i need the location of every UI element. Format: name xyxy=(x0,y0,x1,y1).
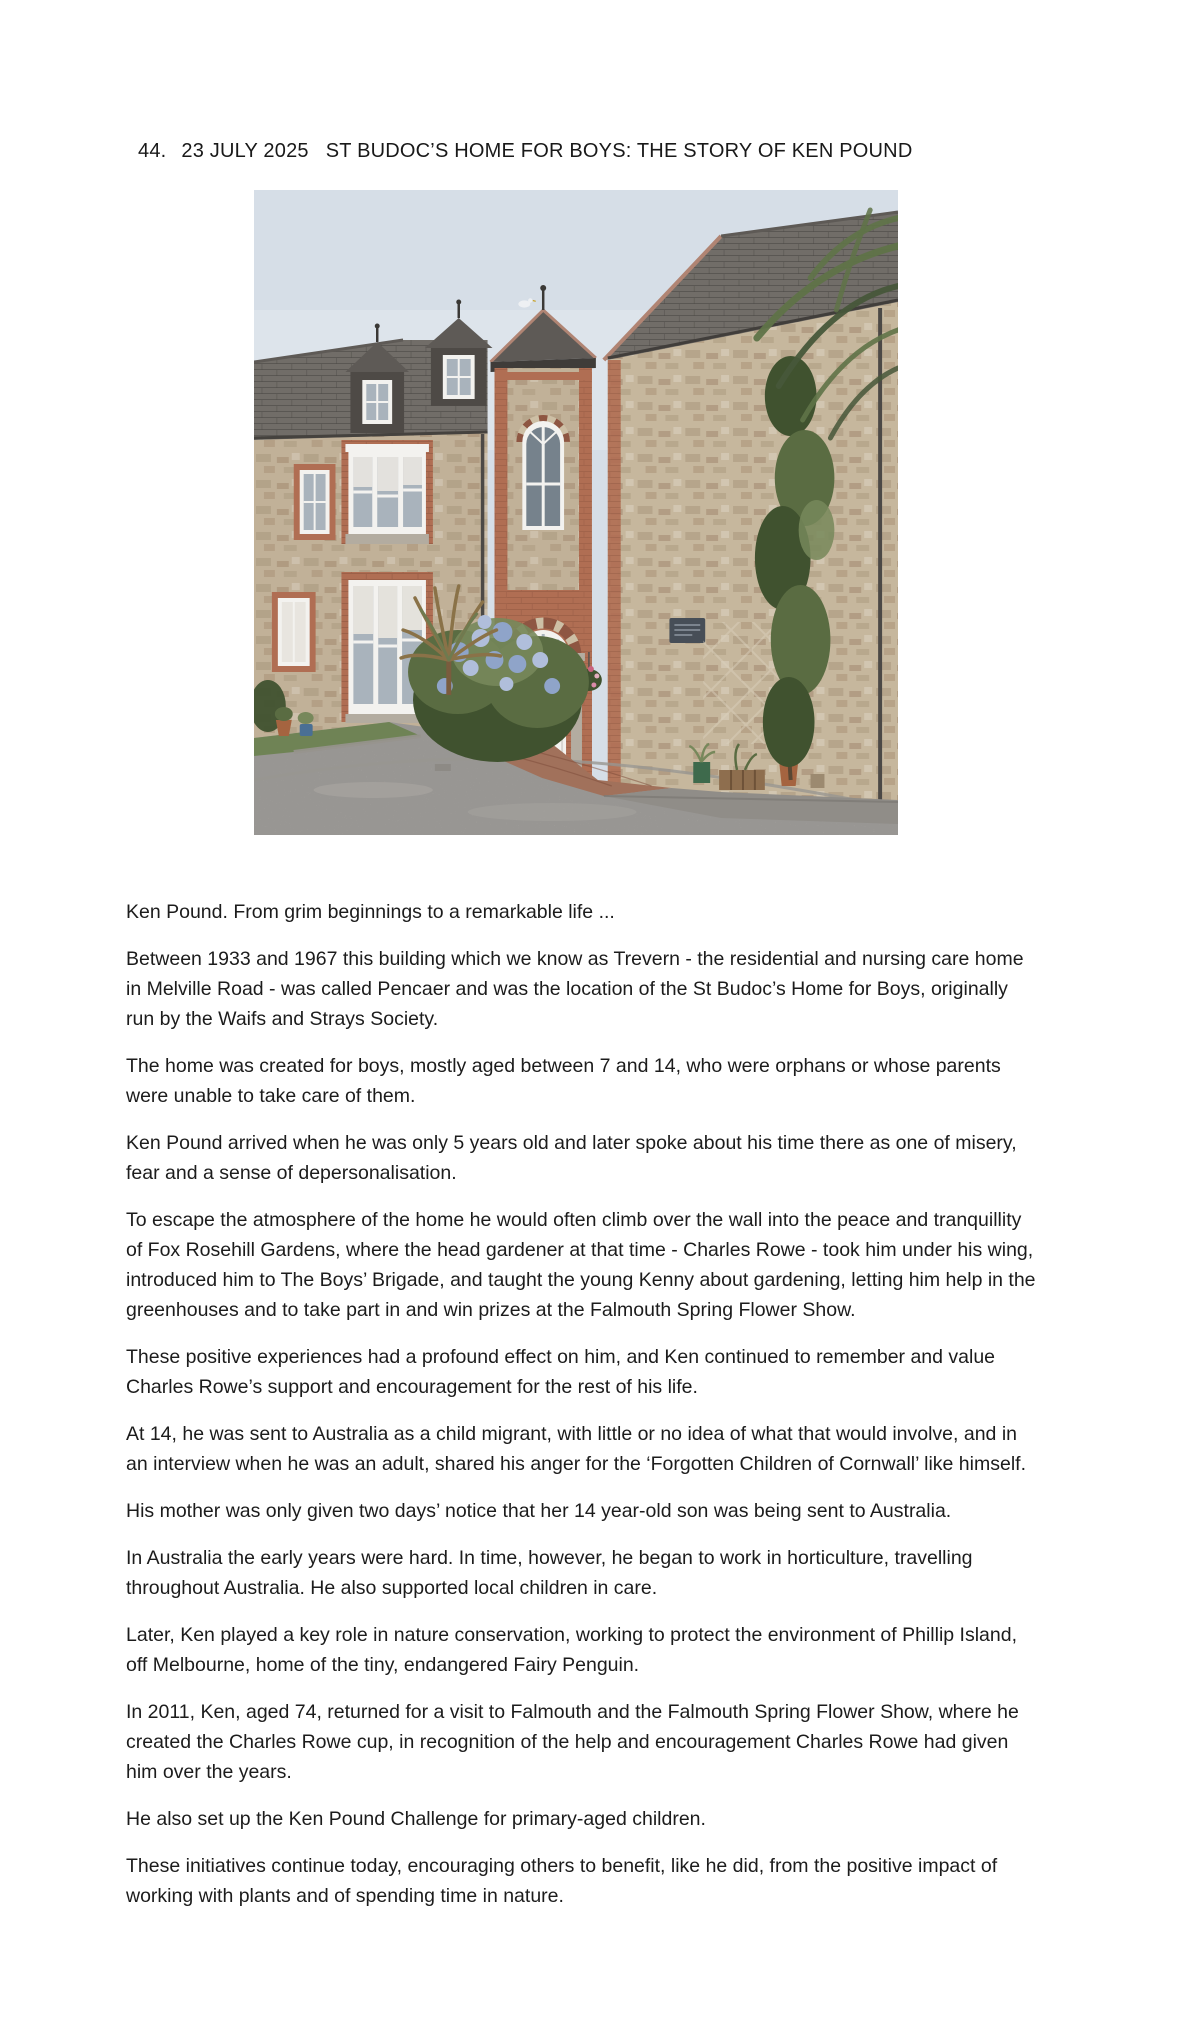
paragraph: Later, Ken played a key role in nature conservation, working to protect the environment of Phillip Island, off Melbourne, home of the tiny, endangered Fairy Penguin. xyxy=(126,1624,1018,1676)
paragraph: These initiatives continue today, encouraging others to benefit, like he did, from the positive impact of working with plants and of spending time in nature. xyxy=(126,1855,998,1907)
paragraph: He also set up the Ken Pound Challenge for primary-aged children. xyxy=(126,1808,706,1830)
arched-window xyxy=(520,419,566,530)
paragraph: In 2011, Ken, aged 74, returned for a visit to Falmouth and the Falmouth Spring Flower Show, where he created the Charles Rowe cup, in recognition of the help and encouragement Charles Rowe had given him over the years. xyxy=(126,1701,1019,1783)
header-date: 23 JULY 2025 xyxy=(181,140,309,162)
document-header xyxy=(138,139,912,163)
building-photo-illustration xyxy=(254,190,898,835)
paragraph: Ken Pound. From grim beginnings to a remarkable life ... xyxy=(126,901,615,923)
paragraph: Between 1933 and 1967 this building which we know as Trevern - the residential and nursing care home in Melville Road - was called Pencaer and was the location of the St Budoc’s Home for Boys, originally run by the Waifs and Strays Society. xyxy=(126,948,1024,1030)
paragraph: To escape the atmosphere of the home he would often climb over the wall into the peace and tranquillity of Fox Rosehill Gardens, where the head gardener at that time - Charles Rowe - took him under his wing, introduced him to The Boys’ Brigade, and taught the young Kenny about gardening, letting him help in the greenhouses and to take part in and win prizes at the Falmouth Spring Flower Show. xyxy=(126,1209,1036,1321)
drain-grate xyxy=(435,764,451,771)
bay-window-upper xyxy=(341,440,432,544)
window-lower-left xyxy=(272,592,316,672)
building-photo xyxy=(254,190,898,835)
paragraph: In Australia the early years were hard. In time, however, he began to work in horticulture, travelling throughout Australia. He also supported local children in care. xyxy=(126,1547,973,1599)
page-title: ST BUDOC’S HOME FOR BOYS: THE STORY OF KEN POUND xyxy=(325,140,913,162)
wall-plaque xyxy=(669,618,705,643)
article-body xyxy=(126,897,1038,1928)
paragraph: At 14, he was sent to Australia as a child migrant, with little or no idea of what that would involve, and in an interview when he was an adult, shared his anger for the ‘Forgotten Children of Cornwall’ like himself. xyxy=(126,1423,1026,1475)
paragraph: His mother was only given two days’ notice that her 14 year-old son was being sent to Australia. xyxy=(126,1500,952,1522)
paragraph: The home was created for boys, mostly aged between 7 and 14, who were orphans or whose parents were unable to take care of them. xyxy=(126,1055,1001,1107)
window-upper-left xyxy=(294,464,336,540)
item-number: 44. xyxy=(138,140,167,162)
paragraph: These positive experiences had a profound effect on him, and Ken continued to remember and value Charles Rowe’s support and encouragement for the rest of his life. xyxy=(126,1346,996,1398)
paragraph: Ken Pound arrived when he was only 5 years old and later spoke about his time there as one of misery, fear and a sense of depersonalisation. xyxy=(126,1132,1017,1184)
